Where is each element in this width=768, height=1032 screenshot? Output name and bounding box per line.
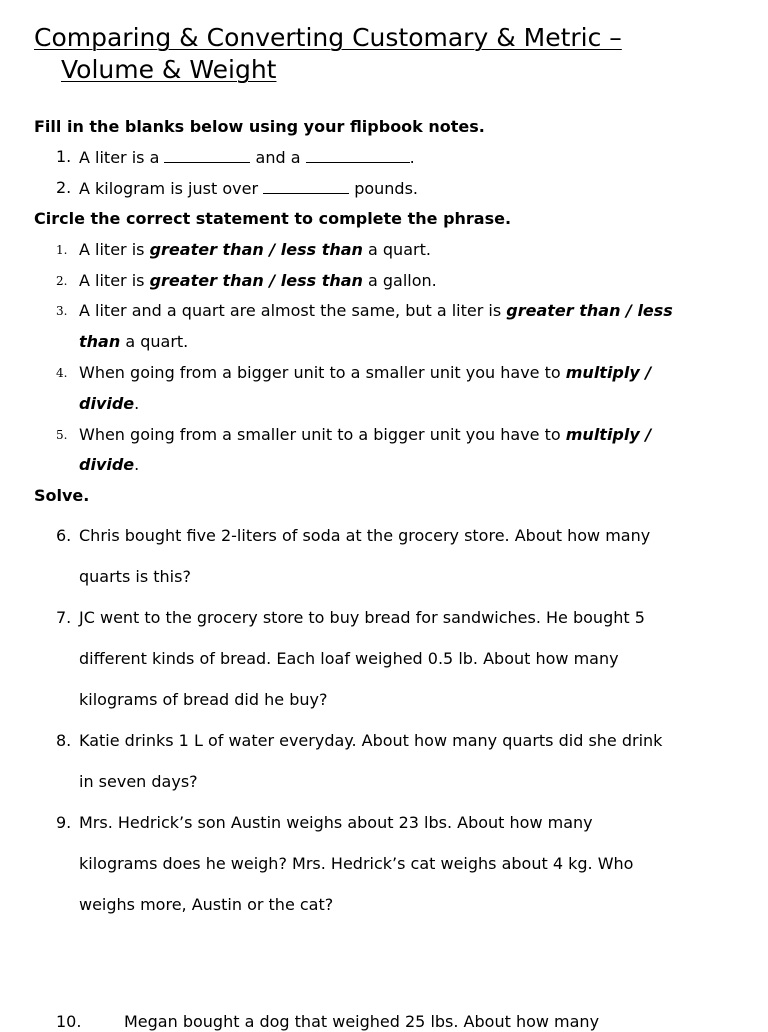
fill-item-1-text-b: and a (250, 148, 306, 167)
circle-item-3-line-2 (79, 332, 188, 352)
circle-item-3-choice-cont[interactable]: than (79, 332, 121, 351)
circle-item-3-post: a quart. (120, 332, 189, 351)
problem-8-line-2: in seven days? (79, 772, 198, 791)
circle-item-2 (79, 271, 437, 291)
circle-item-4-line-1 (79, 363, 651, 383)
problem-7-number: 7. (56, 608, 72, 627)
circle-item-4-line-2 (79, 394, 139, 414)
problem-6-line-2: quarts is this? (79, 567, 191, 586)
circle-item-1-post: a quart. (362, 240, 431, 259)
problem-7-line-2: different kinds of bread. Each loaf weighed 0.5 lb. About how many (79, 649, 619, 668)
fill-item-1-number: 1. (56, 147, 72, 166)
circle-item-3-pre: A liter and a quart are almost the same, but a liter is (79, 301, 507, 320)
fill-item-1-text-a: A liter is a (79, 148, 165, 167)
fill-item-2-number: 2. (56, 178, 72, 197)
circle-item-4-choice-cont[interactable]: divide (79, 394, 135, 413)
circle-item-5-pre: When going from a smaller unit to a bigger unit you have to (79, 425, 566, 444)
circle-item-4-number: 4. (56, 366, 68, 380)
fill-item-1 (79, 147, 415, 168)
circle-item-5-choice[interactable]: multiply / (565, 425, 652, 444)
circle-item-1-number: 1. (56, 243, 68, 257)
circle-item-2-post: a gallon. (362, 271, 437, 290)
circle-item-1-choice[interactable]: greater than / less than (149, 240, 363, 259)
problem-9-line-2: kilograms does he weigh? Mrs. Hedrick’s cat weighs about 4 kg. Who (79, 854, 634, 873)
circle-item-3-number: 3. (56, 304, 68, 318)
circle-item-2-choice[interactable]: greater than / less than (149, 271, 363, 290)
problem-8-number: 8. (56, 731, 72, 750)
circle-item-1 (79, 240, 431, 260)
fill-in-heading: Fill in the blanks below using your flipbook notes. (34, 117, 485, 136)
fill-item-2-text-a: A kilogram is just over (79, 179, 264, 198)
problem-10-line-1: Megan bought a dog that weighed 25 lbs. About how many (124, 1012, 600, 1031)
problem-7-line-1: JC went to the grocery store to buy bread for sandwiches. He bought 5 (79, 608, 645, 627)
answer-blank[interactable] (306, 147, 410, 163)
problem-6-number: 6. (56, 526, 72, 545)
circle-item-5-choice-cont[interactable]: divide (79, 455, 135, 474)
answer-blank[interactable] (263, 178, 349, 194)
circle-item-4-pre: When going from a bigger unit to a smaller unit you have to (79, 363, 566, 382)
answer-blank[interactable] (164, 147, 250, 163)
circle-item-3-choice[interactable]: greater than / less (506, 301, 673, 320)
page-title (34, 22, 734, 86)
problem-9-number: 9. (56, 813, 72, 832)
title-line-1: Comparing & Converting Customary & Metric – (34, 23, 622, 52)
circle-heading: Circle the correct statement to complete the phrase. (34, 209, 512, 228)
circle-item-2-number: 2. (56, 274, 68, 288)
circle-item-2-pre: A liter is (79, 271, 150, 290)
circle-item-5-line-2 (79, 455, 139, 475)
circle-item-4-post: . (134, 394, 140, 413)
fill-item-1-text-c: . (409, 148, 415, 167)
circle-item-1-pre: A liter is (79, 240, 150, 259)
problem-10-number: 10. (56, 1012, 82, 1031)
solve-heading: Solve. (34, 486, 90, 505)
circle-item-3-line-1 (79, 301, 673, 321)
fill-item-2 (79, 178, 418, 199)
circle-item-5-number: 5. (56, 428, 68, 442)
problem-9-line-1: Mrs. Hedrick’s son Austin weighs about 23 lbs. About how many (79, 813, 593, 832)
problem-6-line-1: Chris bought five 2-liters of soda at the grocery store. About how many (79, 526, 651, 545)
fill-item-2-text-b: pounds. (349, 179, 418, 198)
circle-item-5-line-1 (79, 425, 651, 445)
problem-7-line-3: kilograms of bread did he buy? (79, 690, 328, 709)
problem-9-line-3: weighs more, Austin or the cat? (79, 895, 334, 914)
problem-8-line-1: Katie drinks 1 L of water everyday. About how many quarts did she drink (79, 731, 663, 750)
circle-item-4-choice[interactable]: multiply / (565, 363, 652, 382)
title-line-2: Volume & Weight (61, 55, 277, 84)
circle-item-5-post: . (134, 455, 140, 474)
